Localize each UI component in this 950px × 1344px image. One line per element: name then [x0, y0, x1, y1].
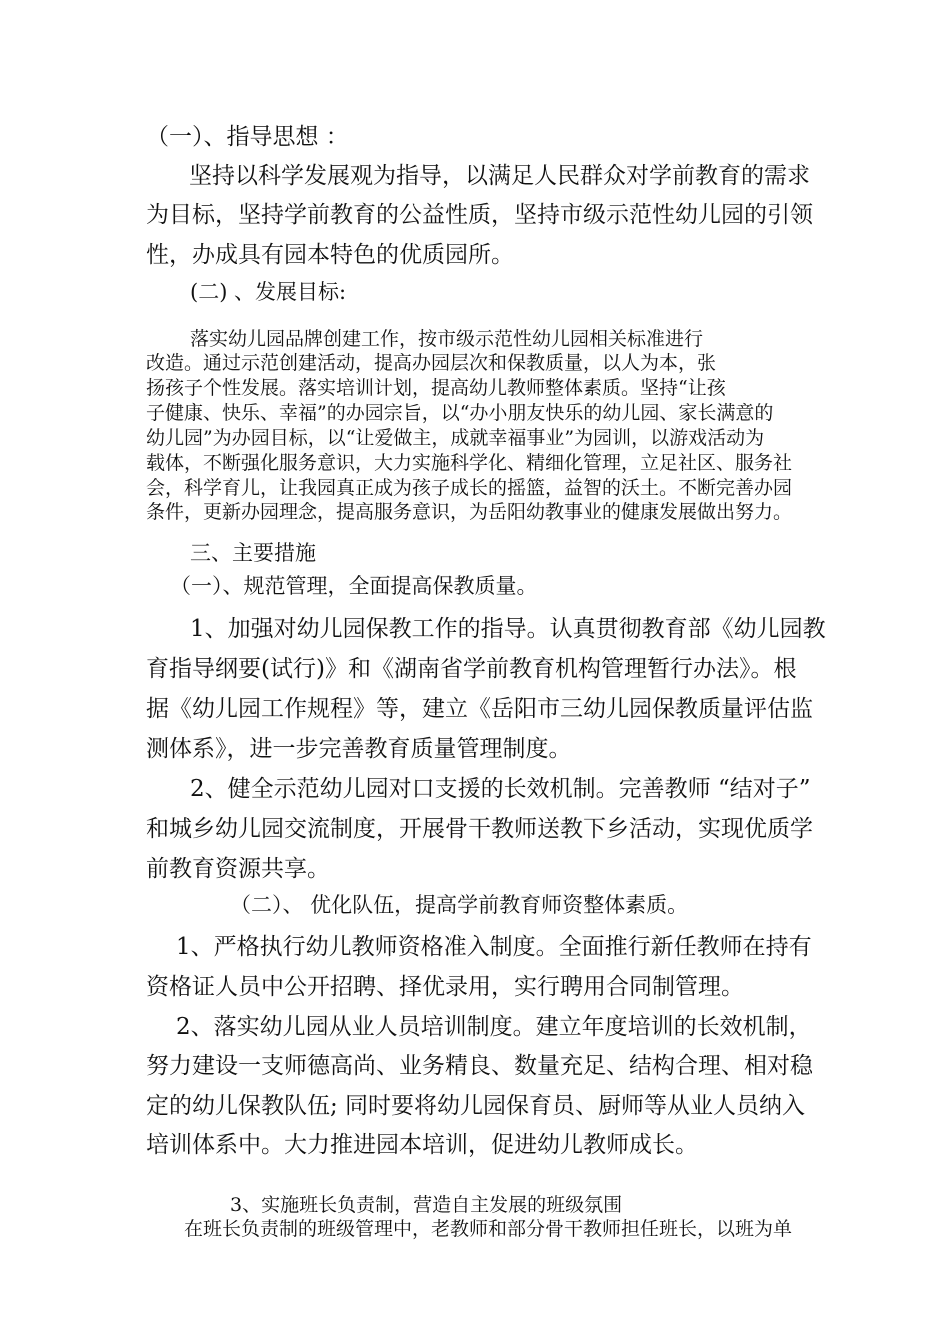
paragraph-line: 改造。通过示范创建活动，提高办园层次和保教质量，以人为本，张 [146, 352, 717, 374]
paragraph-line: 在班长负责制的班级管理中，老教师和部分骨干教师担任班长，以班为单 [184, 1218, 793, 1240]
paragraph-line: 1、严格执行幼儿教师资格准入制度。全面推行新任教师在持有 [176, 934, 812, 960]
paragraph-line: 坚持以科学发展观为指导，以满足人民群众对学前教育的需求 [189, 163, 810, 189]
paragraph-line: 前教育资源共享。 [146, 856, 330, 882]
paragraph-line: 资格证人员中公开招聘、择优录用，实行聘用合同制管理。 [146, 974, 744, 1000]
paragraph-line: 1、加强对幼儿园保教工作的指导。认真贯彻教育部《幼儿园教 [190, 616, 826, 642]
item-heading-class-leader-system: 3、实施班长负责制，营造自主发展的班级氛围 [230, 1194, 623, 1216]
paragraph-line: 定的幼儿保教队伍; 同时要将幼儿园保育员、厨师等从业人员纳入 [146, 1093, 806, 1119]
paragraph-line: 测体系》，进一步完善教育质量管理制度。 [146, 736, 572, 762]
paragraph-line: 会，科学育儿，让我园真正成为孩子成长的摇篮，益智的沃土。不断完善办园 [146, 477, 793, 499]
paragraph-line: 和城乡幼儿园交流制度，开展骨干教师送教下乡活动，实现优质学 [146, 816, 813, 842]
paragraph-line: 载体，不断强化服务意识，大力实施科学化、精细化管理，立足社区、服务社 [146, 452, 793, 474]
paragraph-line: 幼儿园”为办园目标，以“让爱做主，成就幸福事业”为园训，以游戏活动为 [146, 427, 765, 449]
section-heading-main-measures: 三、主要措施 [190, 541, 316, 565]
section-heading-development-goals: (二) 、发展目标: [190, 280, 347, 304]
paragraph-line: 培训体系中。大力推进园本培训，促进幼儿教师成长。 [146, 1132, 698, 1158]
paragraph-line: 扬孩子个性发展。落实培训计划，提高幼儿教师整体素质。坚持“让孩 [146, 377, 726, 399]
paragraph-line: 努力建设一支师德高尚、业务精良、数量充足、结构合理、相对稳 [146, 1053, 813, 1079]
paragraph-line: 据《幼儿园工作规程》等，建立《岳阳市三幼儿园保教质量评估监 [146, 696, 813, 722]
paragraph-line: 条件，更新办园理念，提高服务意识，为岳阳幼教事业的健康发展做出努力。 [146, 501, 793, 523]
subsection-heading-optimize-team: （二）、 优化队伍，提高学前教育师资整体素质。 [230, 893, 689, 917]
paragraph-line: 性，办成具有园本特色的优质园所。 [146, 242, 514, 268]
paragraph-line: 2、健全示范幼儿园对口支援的长效机制。完善教师 “结对子” [190, 776, 811, 802]
paragraph-line: 2、落实幼儿园从业人员培训制度。建立年度培训的长效机制， [176, 1014, 812, 1040]
paragraph-line: 为目标，坚持学前教育的公益性质，坚持市级示范性幼儿园的引领 [146, 202, 813, 228]
paragraph-line: 落实幼儿园品牌创建工作，按市级示范性幼儿园相关标准进行 [190, 328, 704, 350]
subsection-heading-standardize-management: （一）、规范管理，全面提高保教质量。 [170, 574, 538, 598]
section-heading-guiding-ideology: （一）、指导思想 ： [146, 124, 349, 150]
paragraph-line: 子健康、快乐、幸福”的办园宗旨，以“办小朋友快乐的幼儿园、家长满意的 [146, 402, 774, 424]
paragraph-line: 育指导纲要(试行)》和《湖南省学前教育机构管理暂行办法》。根 [146, 656, 797, 682]
